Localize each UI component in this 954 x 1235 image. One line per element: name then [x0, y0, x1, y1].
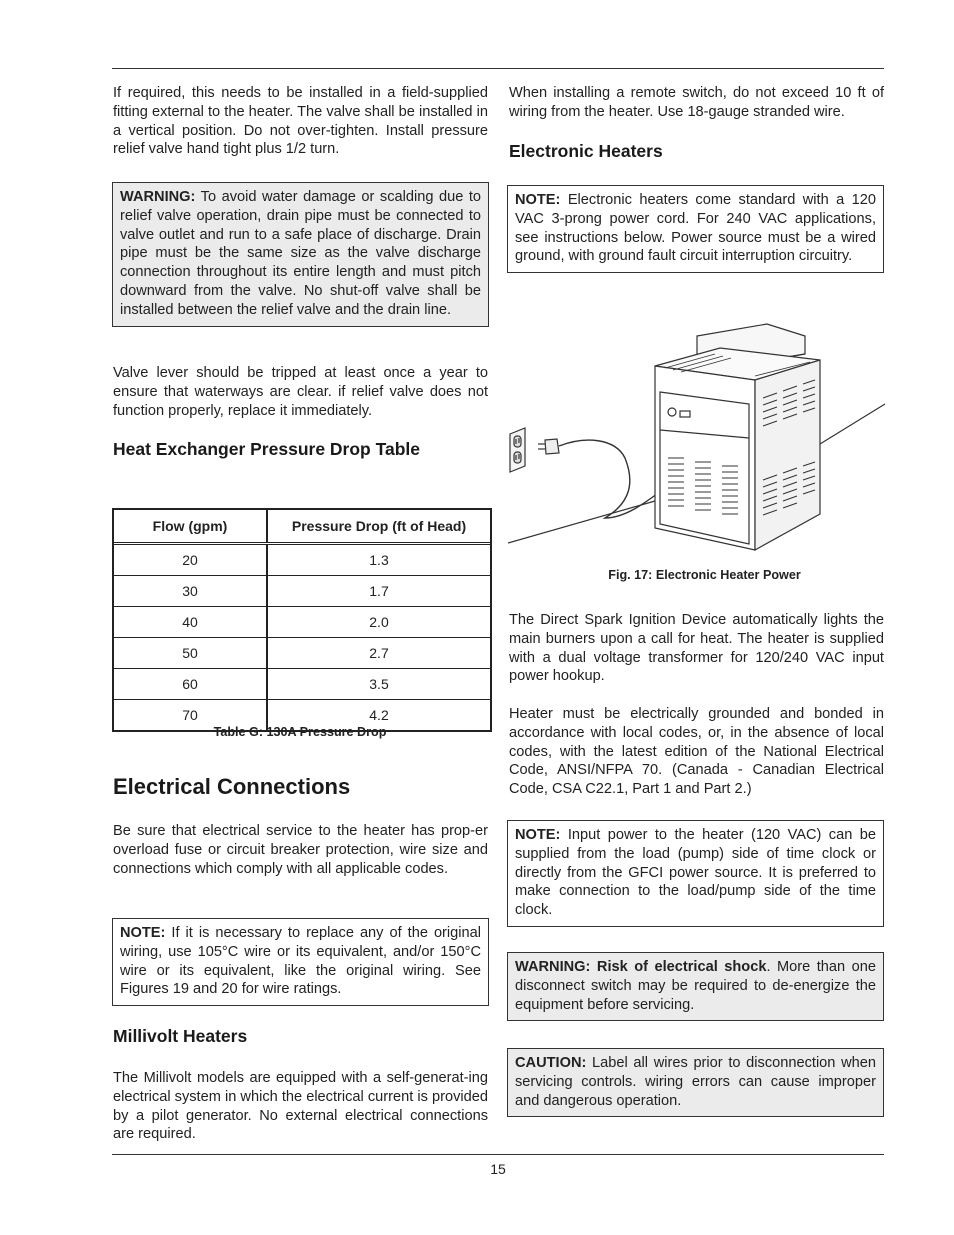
note-text: Electronic heaters come standard with a 120 VAC 3-prong power cord. For 240 VAC applications, see instructions below. Power source must be a wired ground, with ground fault circuit interruption circuitry. — [515, 192, 876, 265]
warning-bold-text: Risk of electrical shock — [596, 959, 767, 975]
floor-line-right — [820, 404, 885, 444]
table-cell-flow: 20 — [114, 544, 267, 576]
bottom-rule — [112, 1154, 884, 1155]
top-rule — [112, 68, 884, 69]
table-row — [114, 638, 490, 669]
note-label: NOTE: — [120, 925, 166, 941]
wall-outlet-icon — [510, 428, 525, 472]
table-cell-flow: 70 — [114, 700, 267, 731]
warning-text: . More than one disconnect switch may be required to de-energize the equipment before servicing. — [515, 959, 876, 1013]
relief-valve-paragraph: If required, this needs to be installed in a field-supplied fitting external to the heater. The valve shall be installed in a vertical position. Do not over-tighten. Install pressure relief valve hand tight plus 1/2 turn. — [113, 85, 488, 158]
figure-caption: Fig. 17: Electronic Heater Power — [608, 568, 801, 582]
note-label: NOTE: — [515, 192, 561, 208]
table-header-pressure: Pressure Drop (ft of Head) — [267, 510, 490, 544]
table-row — [114, 607, 490, 638]
heater-cabinet-icon — [655, 324, 820, 550]
millivolt-heading: Millivolt Heaters — [113, 1026, 248, 1046]
table-cell-pressure: 1.7 — [267, 576, 490, 607]
power-cord-icon — [538, 439, 665, 518]
page-number: 15 — [490, 1161, 506, 1177]
table-cell-pressure: 4.2 — [267, 700, 490, 731]
table-caption: Table G: 130A Pressure Drop — [213, 725, 387, 739]
warning-label: WARNING: — [515, 959, 591, 975]
valve-lever-paragraph: Valve lever should be tripped at least once a year to ensure that waterways are clear. if relief valve does not function properly, replace it immediately. — [113, 365, 488, 419]
caution-text: Label all wires prior to disconnection when servicing controls. wiring errors can cause improper and dangerous operation. — [515, 1055, 876, 1109]
electronic-heater-illustration — [505, 318, 887, 558]
table-row — [114, 576, 490, 607]
caution-label: CAUTION: — [515, 1055, 587, 1071]
table-cell-pressure: 2.7 — [267, 638, 490, 669]
electronic-heaters-heading: Electronic Heaters — [509, 141, 663, 161]
note-label: NOTE: — [515, 827, 561, 843]
remote-switch-paragraph: When installing a remote switch, do not exceed 10 ft of wiring from the heater. Use 18-gauge stranded wire. — [509, 85, 884, 120]
table-header-flow: Flow (gpm) — [114, 510, 267, 544]
table-cell-pressure: 1.3 — [267, 544, 490, 576]
shock-warning-box — [507, 952, 884, 1021]
table-cell-flow: 50 — [114, 638, 267, 669]
table-cell-flow: 30 — [114, 576, 267, 607]
caution-box — [507, 1048, 884, 1117]
table-cell-flow: 60 — [114, 669, 267, 700]
warning-label: WARNING: — [120, 189, 196, 205]
power-note-box — [507, 820, 884, 927]
grounding-paragraph: Heater must be electrically grounded and bonded in accordance with local codes, or, in the absence of local codes, with the latest edition of the National Electrical Code, ANSI/NFPA 70. (Canada - Canadian Electrical Code, CSA C22.1, Part 1 and Part 2.) — [509, 706, 884, 798]
table-row — [114, 669, 490, 700]
table-cell-flow: 40 — [114, 607, 267, 638]
table-header-row — [114, 510, 490, 544]
pressure-drop-heading: Heat Exchanger Pressure Drop Table — [113, 439, 421, 459]
electronic-note-box — [507, 185, 884, 273]
pressure-drop-table — [112, 508, 492, 732]
electrical-paragraph: Be sure that electrical service to the heater has prop-er overload fuse or circuit breaker protection, wire size and connections which comply with all applicable codes. — [113, 823, 488, 877]
dsi-paragraph: The Direct Spark Ignition Device automatically lights the main burners upon a call for heat. The heater is supplied with a dual voltage transformer for 120/240 VAC input power hookup. — [509, 612, 884, 685]
electrical-connections-heading: Electrical Connections — [113, 774, 351, 799]
note-text: If it is necessary to replace any of the original wiring, use 105°C wire or its equivalent, and/or 150°C wire or its equivalent, like the original wiring. See Figures 19 and 20 for wire ratings. — [120, 925, 481, 998]
table-cell-pressure: 2.0 — [267, 607, 490, 638]
relief-warning-box — [112, 182, 489, 327]
warning-text: To avoid water damage or scalding due to relief valve operation, drain pipe must be connected to valve outlet and run to a safe place of discharge. Drain pipe must be the same size as the valve discharge connection throughout its entire length and must pitch downward from the valve. No shut-off valve shall be installed between the relief valve and the drain line. — [120, 189, 481, 318]
note-text: Input power to the heater (120 VAC) can be supplied from the load (pump) side of time clock or directly from the GFCI power source. It is preferred to make connection to the load/pump side of the time clock. — [515, 827, 876, 919]
wiring-note-box — [112, 918, 489, 1006]
floor-line-left — [508, 501, 655, 543]
millivolt-paragraph: The Millivolt models are equipped with a self-generat-ing electrical system in which the electrical current is provided by a pilot generator. No external electrical connections are required. — [113, 1070, 488, 1143]
table-cell-pressure: 3.5 — [267, 669, 490, 700]
table-row — [114, 544, 490, 576]
